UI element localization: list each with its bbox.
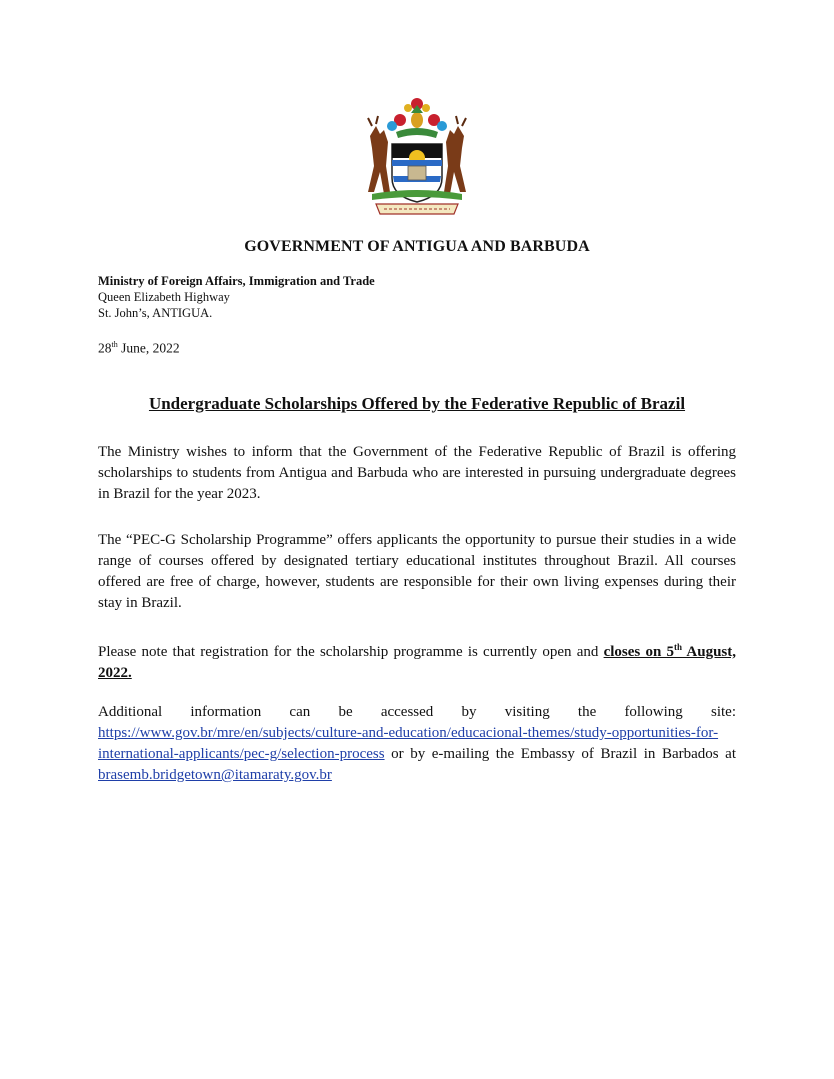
word: can: [289, 704, 311, 720]
ministry-address-block: [98, 273, 375, 321]
government-title: GOVERNMENT OF ANTIGUA AND BARBUDA: [244, 238, 590, 255]
address-line-2: St. John’s, ANTIGUA.: [98, 306, 213, 320]
paragraph-programme: The “PEC-G Scholarship Programme” offers applicants the opportunity to pursue their studies in a wide range of courses offered by designated tertiary educational institutes throughout Brazil. All courses offered are free of charge, however, students are responsible for their own living expenses during their stay in Brazil.: [98, 532, 736, 611]
paragraph-intro: The Ministry wishes to inform that the Government of the Federative Republic of Brazil is offering scholarships to students from Antigua and Barbuda who are interested in pursuing undergraduate degrees in Brazil for the year 2023.: [98, 444, 736, 502]
word: be: [338, 704, 353, 720]
ministry-name: Ministry of Foreign Affairs, Immigration and Trade: [98, 274, 375, 288]
deadline-part-2: August, 2022.: [98, 644, 736, 681]
coat-of-arms-icon: [362, 96, 472, 220]
word: by: [461, 704, 477, 720]
word: the: [577, 704, 597, 720]
notice-heading: Undergraduate Scholarships Offered by the Federative Republic of Brazil: [148, 394, 686, 413]
registration-text: Please note that registration for the scholarship programme is currently open and: [98, 644, 604, 660]
word: site:: [710, 704, 736, 720]
address-line-1: Queen Elizabeth Highway: [98, 290, 230, 304]
date-suffix: th: [111, 340, 118, 349]
deadline-part-1: closes on 5: [603, 644, 674, 660]
date-month-year: June, 2022: [117, 340, 180, 356]
paragraph-additional-info: [98, 702, 736, 786]
word: following: [624, 704, 683, 720]
paragraph-registration: [98, 637, 736, 684]
date-day: 28: [98, 340, 112, 356]
word: accessed: [380, 704, 434, 720]
word: information: [190, 704, 262, 720]
deadline-suffix: th: [674, 642, 683, 652]
embassy-email-link[interactable]: brasemb.bridgetown@itamaraty.gov.br: [98, 767, 332, 783]
additional-info-first-line: [98, 702, 736, 723]
letter-date: [98, 340, 180, 357]
word: visiting: [504, 704, 550, 720]
email-intro-text: or by e-mailing the Embassy of Brazil in Barbados at: [384, 746, 736, 762]
word: Additional: [98, 704, 163, 720]
additional-info-rest: [98, 723, 736, 786]
selection-process-link[interactable]: https://www.gov.br/mre/en/subjects/culture-and-education/educacional-themes/study-opportunities-for-international-applicants/pec-g/selection-process: [98, 725, 719, 762]
